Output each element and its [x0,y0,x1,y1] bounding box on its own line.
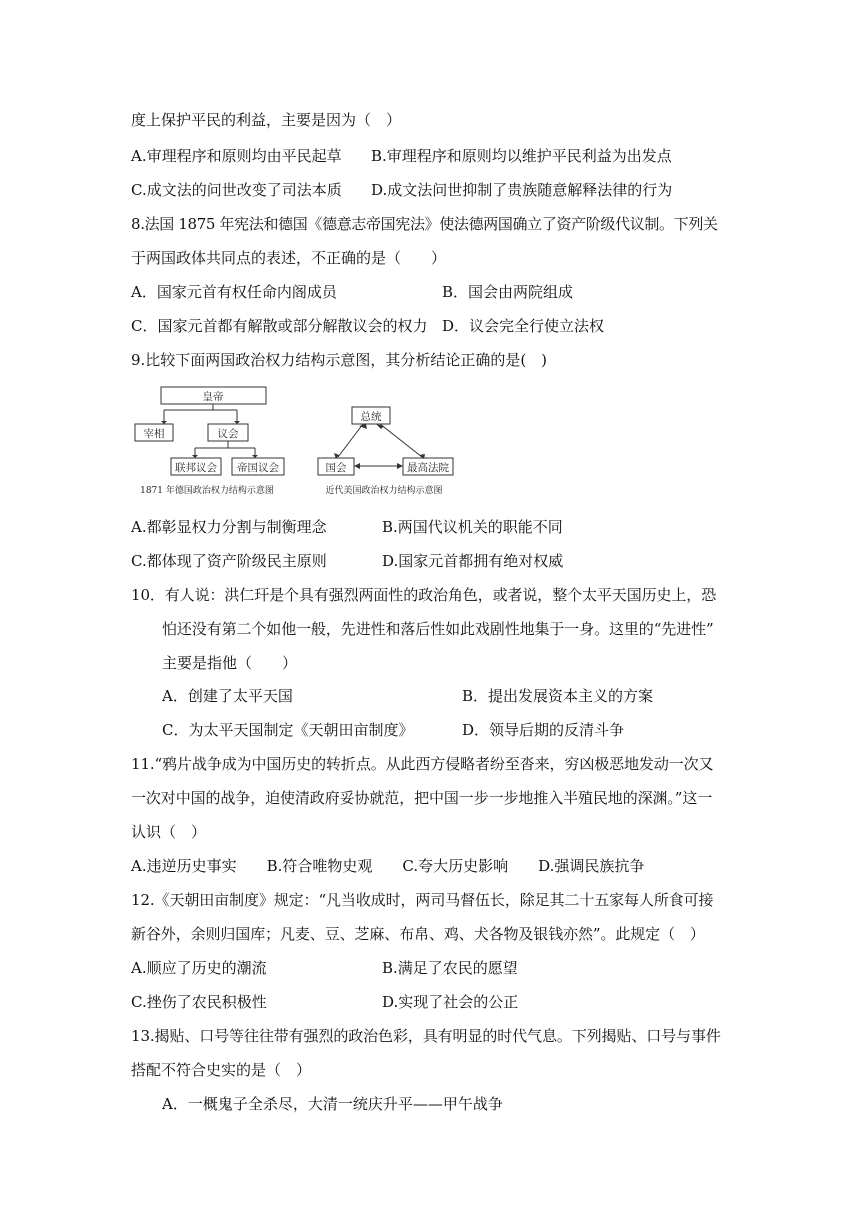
usa-diagram-caption: 近代美国政治权力结构示意图 [325,486,443,496]
q7-option-a[interactable]: A.审理程序和原则均由平民起草 [131,147,342,165]
usa-supreme-court-label: 最高法院 [407,462,449,474]
q7-option-b[interactable]: B.审理程序和原则均以维护平民利益为出发点 [371,147,672,165]
germany-diagram-caption: 1871 年德国政治权力结构示意图 [140,486,274,496]
q10-option-d[interactable]: D．领导后期的反清斗争 [462,721,625,739]
q11-options[interactable]: A.违逆历史事实 B.符合唯物史观 C.夸大历史影响 D.强调民族抗争 [131,857,645,875]
q10-option-a[interactable]: A．创建了太平天国 [162,687,293,705]
q10-stem-line2: 怕还没有第二个如他一般，先进性和落后性如此戏剧性地集于一身。这里的“先进性” [162,620,714,638]
q7-stem-tail: 度上保护平民的利益，主要是因为（ ） [131,111,402,129]
q9-stem: 9.比较下面两国政治权力结构示意图，其分析结论正确的是( ) [131,351,548,369]
political-structure-figure [131,380,461,502]
q11-stem-line2: 一次对中国的战争，迫使清政府妥协就范，把中国一步一步地推入半殖民地的深渊。”这一 [131,789,713,807]
usa-president-label: 总统 [360,411,382,423]
q12-option-d[interactable]: D.实现了社会的公正 [382,993,519,1011]
q10-stem-line3: 主要是指他（ ） [162,654,298,672]
q8-stem-line1: 8.法国 1875 年宪法和德国《德意志帝国宪法》使法德两国确立了资产阶级代议制。下列关 [131,215,718,233]
q10-option-c[interactable]: C．为太平天国制定《天朝田亩制度》 [162,721,414,739]
q12-option-b[interactable]: B.满足了农民的愿望 [382,959,518,977]
q8-option-a[interactable]: A．国家元首有权任命内阁成员 [131,283,337,301]
germany-federal-council-label: 联邦议会 [175,462,217,474]
q12-option-c[interactable]: C.挫伤了农民积极性 [131,993,267,1011]
q13-stem-line1: 13.揭贴、口号等往往带有强烈的政治色彩，具有明显的时代气息。下列揭贴、口号与事件 [131,1027,721,1045]
q12-option-a[interactable]: A.顺应了历史的潮流 [131,959,267,977]
q12-stem-line2: 新谷外，余则归国库；凡麦、豆、芝麻、布帛、鸡、犬各物及银钱亦然”。此规定（ ） [131,925,705,943]
q13-stem-line2: 搭配不符合史实的是（ ） [131,1061,312,1079]
q10-option-b[interactable]: B．提出发展资本主义的方案 [462,687,654,705]
q8-option-c[interactable]: C．国家元首都有解散或部分解散议会的权力 [131,317,428,335]
germany-emperor-label: 皇帝 [202,391,224,403]
q8-stem-line2: 于两国政体共同点的表述，不正确的是（ ） [131,249,447,267]
q8-option-d[interactable]: D．议会完全行使立法权 [442,317,605,335]
q9-option-c[interactable]: C.都体现了资产阶级民主原则 [131,552,327,570]
q9-option-d[interactable]: D.国家元首都拥有绝对权威 [382,552,564,570]
q7-option-c[interactable]: C.成文法的问世改变了司法本质 [131,181,342,199]
germany-imperial-diet-label: 帝国议会 [237,462,279,474]
q11-stem-line1: 11.“鸦片战争成为中国历史的转折点。从此西方侵略者纷至沓来，穷凶极恶地发动一次又 [131,755,714,773]
q13-option-a[interactable]: A．一概鬼子全杀尽，大清一统庆升平——甲午战争 [162,1095,503,1113]
germany-parliament-label: 议会 [217,428,239,440]
q10-stem-line1: 10．有人说：洪仁玕是个具有强烈两面性的政治角色，或者说，整个太平天国历史上，恐 [131,586,717,604]
usa-congress-label: 国会 [325,462,347,474]
germany-chancellor-label: 宰相 [143,428,165,440]
q11-stem-line3: 认识（ ） [131,823,207,841]
q7-option-d[interactable]: D.成文法问世抑制了贵族随意解释法律的行为 [371,181,673,199]
q9-option-b[interactable]: B.两国代议机关的职能不同 [382,518,563,536]
q9-option-a[interactable]: A.都彰显权力分割与制衡理念 [131,518,327,536]
q8-option-b[interactable]: B．国会由两院组成 [442,283,574,301]
q12-stem-line1: 12.《天朝田亩制度》规定：“凡当收成时，两司马督伍长，除足其二十五家每人所食可接 [131,891,714,909]
